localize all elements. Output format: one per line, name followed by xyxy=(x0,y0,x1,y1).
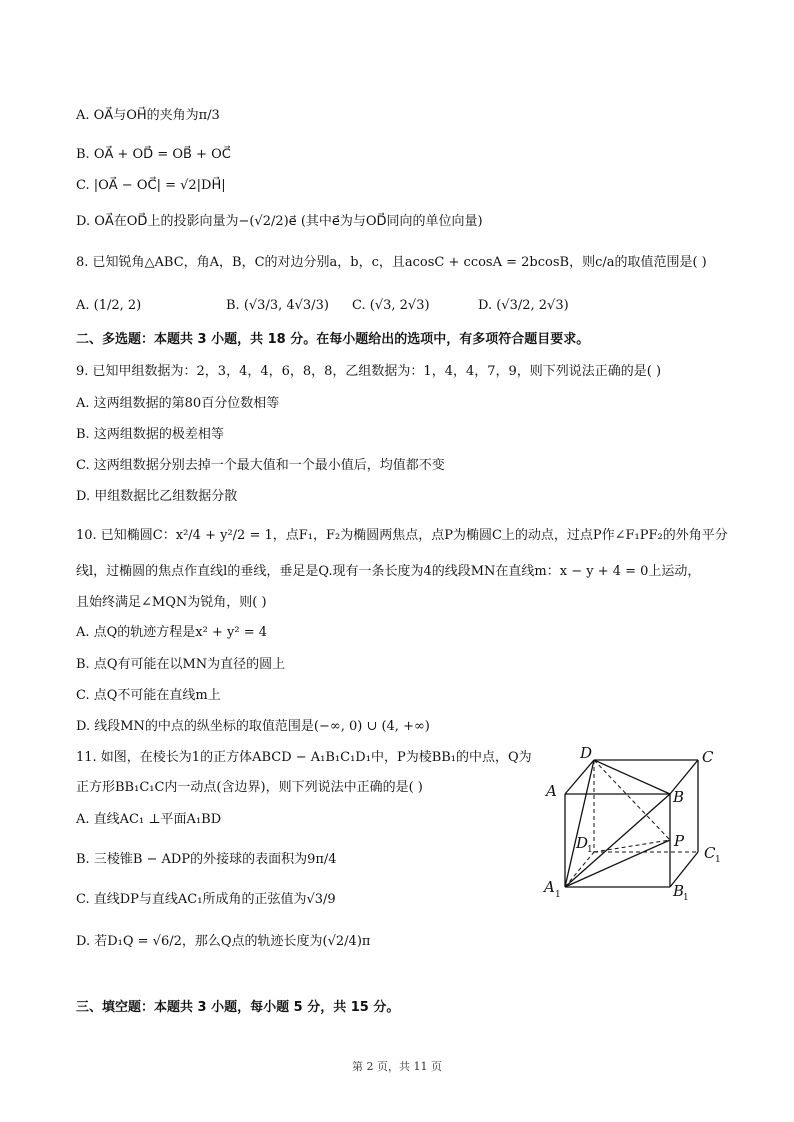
option-8d: D. (√3/2, 2√3) xyxy=(478,298,569,313)
question-11-line-1: 11. 如图，在棱长为1的正方体ABCD − A₁B₁C₁D₁中，P为棱BB₁的中点，Q为 xyxy=(76,750,532,765)
label-a: A xyxy=(546,782,557,800)
question-10-line-2: 线l，过椭圆的焦点作直线l的垂线，垂足是Q.现有一条长度为4的线段MN在直线m：x − y + 4 = 0上运动， xyxy=(76,564,701,579)
option-10a: A. 点Q的轨迹方程是x² + y² = 4 xyxy=(76,625,267,640)
option-8c: C. (√3, 2√3) xyxy=(352,298,430,313)
option-8b: B. (√3/3, 4√3/3) xyxy=(226,298,329,313)
page-footer: 第 2 页，共 11 页 xyxy=(352,1060,442,1073)
option-8a: A. (1/2, 2) xyxy=(76,298,142,313)
label-a1-sub: 1 xyxy=(555,890,561,900)
label-d: D xyxy=(580,744,593,762)
question-11-line-2: 正方形BB₁C₁C内一动点(含边界)，则下列说法中正确的是( ) xyxy=(76,780,423,795)
section-2-heading: 二、多选题：本题共 3 小题，共 18 分。在每小题给出的选项中，有多项符合题目要求。 xyxy=(76,332,590,347)
option-11d: D. 若D₁Q = √6/2，那么Q点的轨迹长度为(√2/4)π xyxy=(76,934,371,949)
label-d1-sub: 1 xyxy=(587,845,593,855)
option-9c: C. 这两组数据分别去掉一个最大值和一个最小值后，均值都不变 xyxy=(76,458,445,473)
option-7b: B. OA⃗ + OD⃗ = OB⃗ + OC⃗ xyxy=(76,147,231,162)
option-9b: B. 这两组数据的极差相等 xyxy=(76,427,224,442)
question-9: 9. 已知甲组数据为：2，3，4，4，6，8，8，乙组数据为：1，4，4，7，9，则下列说法正确的是( ) xyxy=(76,364,662,379)
label-c: C xyxy=(702,748,714,766)
cube-figure xyxy=(540,742,730,902)
option-7c: C. |OA⃗ − OC⃗| = √2|DH⃗| xyxy=(76,178,226,193)
option-11c: C. 直线DP与直线AC₁所成角的正弦值为√3/9 xyxy=(76,892,336,907)
label-p: P xyxy=(674,832,685,850)
label-b1-sub: 1 xyxy=(683,893,689,902)
label-c1-sub: 1 xyxy=(715,855,721,865)
label-b1: B xyxy=(673,882,685,900)
question-8: 8. 已知锐角△ABC，角A，B，C的对边分别a，b，c，且acosC + ccosA = 2bcosB，则c/a的取值范围是( ) xyxy=(76,255,707,270)
section-3-heading: 三、填空题：本题共 3 小题，每小题 5 分，共 15 分。 xyxy=(76,1000,400,1015)
option-10c: C. 点Q不可能在直线m上 xyxy=(76,688,221,703)
option-9d: D. 甲组数据比乙组数据分散 xyxy=(76,489,238,504)
label-b: B xyxy=(673,788,685,806)
question-10-line-1: 10. 已知椭圆C：x²/4 + y²/2 = 1，点F₁，F₂为椭圆两焦点，点P为椭圆C上的动点，过点P作∠F₁PF₂的外角平分 xyxy=(76,528,728,543)
option-11a: A. 直线AC₁ ⊥平面A₁BD xyxy=(76,812,222,827)
label-d1: D xyxy=(576,834,589,852)
option-9a: A. 这两组数据的第80百分位数相等 xyxy=(76,396,280,411)
label-a1: A xyxy=(544,878,555,896)
label-c1: C xyxy=(704,844,716,862)
option-7d: D. OA⃗在OD⃗上的投影向量为−(√2/2)e⃗ (其中e⃗为与OD⃗同向的单位向量) xyxy=(76,214,483,229)
option-10d: D. 线段MN的中点的纵坐标的取值范围是(−∞, 0) ∪ (4, +∞) xyxy=(76,719,430,734)
question-10-line-3: 且始终满足∠MQN为锐角，则( ) xyxy=(76,595,267,610)
option-11b: B. 三棱锥B − ADP的外接球的表面积为9π/4 xyxy=(76,852,337,867)
option-10b: B. 点Q有可能在以MN为直径的圆上 xyxy=(76,657,286,672)
option-7a: A. OA⃗与OH⃗的夹角为π/3 xyxy=(76,108,220,123)
